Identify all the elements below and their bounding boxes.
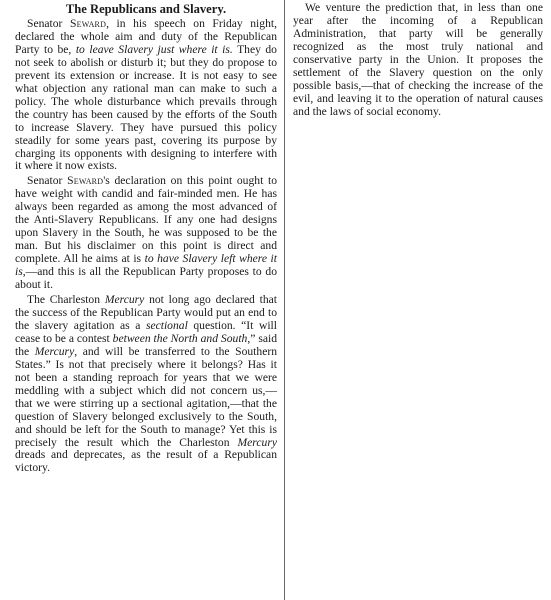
paragraph-2 [15, 175, 277, 292]
article-right-column [293, 2, 543, 121]
p3-text-b: not long ago declared that the success of the Republican Party would put an end to the slavery agitation as a [15, 293, 277, 332]
p2-name-seward: Seward [67, 174, 104, 188]
p2-text-c: ,—and this is all the Republican Party proposes to do about it. [15, 265, 277, 292]
article-left-column [15, 2, 277, 477]
p2-text-b: 's declaration on this point ought to have weight with candid and fair-minded men. He has always been regarded as among the most advanced of the Anti-Slavery Republicans. If any one had designs upon Slavery in the South, he was supposed to be the man. But his disclaimer on this point is direct and complete. All he aims at is [15, 174, 277, 266]
p3-text-c: question. “It will cease to be a contest [15, 318, 277, 345]
article-title: The Republicans and Slavery. [65, 2, 227, 16]
p1-text-c: They do not seek to abolish or disturb it; but they do propose to prevent its extension or increase. It is not easy to see what objection any rational man can make to such a policy. The whole disturbance which prevails through the country has been caused by the efforts of the South to increase Slavery. They have pursued this policy steadily for some years past, covering its purpose by charging its opponents with designing to interfere with it where it now exists. [15, 42, 277, 173]
p3-sectional: sectional [145, 318, 188, 332]
column-divider [284, 0, 285, 600]
p2-quote: to have Slavery left where it is [15, 252, 277, 279]
p3-paper-mercury-3: Mercury [237, 435, 277, 449]
p3-text-d: ,” said the [15, 331, 277, 358]
paragraph-1 [15, 18, 277, 173]
p3-between: between the North and South [112, 331, 248, 345]
p1-text-b: , in his speech on Friday night, declared the whole aim and duty of the Republican Party to be, [15, 17, 277, 56]
p3-paper-mercury-1: Mercury [104, 293, 145, 307]
p1-name-seward: Seward [69, 17, 107, 30]
p1-text-a: Senator [27, 17, 70, 30]
p1-quote: to leave Slavery just where it is. [75, 42, 233, 56]
p3-text-f: dreads and deprecates, as the result of a Republican victory. [15, 448, 277, 475]
paragraph-4: We venture the prediction that, in less than one year after the incoming of a Republican Administration, that party will be generally recognized as the most truly national and conservative party in the Union. It proposes the settlement of the Slavery question on the only possible basis,—that of checking the increase of the evil, and leaving it to the operation of natural causes and the laws of social economy. [293, 1, 543, 118]
p3-text-e: , and will be transferred to the Southern States.” Is not that precisely where it belongs? Has it not been a standing reproach for years that we were meddling with a subject which did not concern us,—that we were stirring up a sectional agitation,—that the question of Slavery belonged exclusively to the South, and should be left for the South to manage? Yet this is precisely the result which the Charleston [15, 344, 278, 449]
p3-text-a: The Charleston [27, 293, 105, 307]
paragraph-3 [15, 294, 277, 475]
p3-paper-mercury-2: Mercury [34, 344, 75, 358]
p2-text-a: Senator [27, 174, 68, 188]
